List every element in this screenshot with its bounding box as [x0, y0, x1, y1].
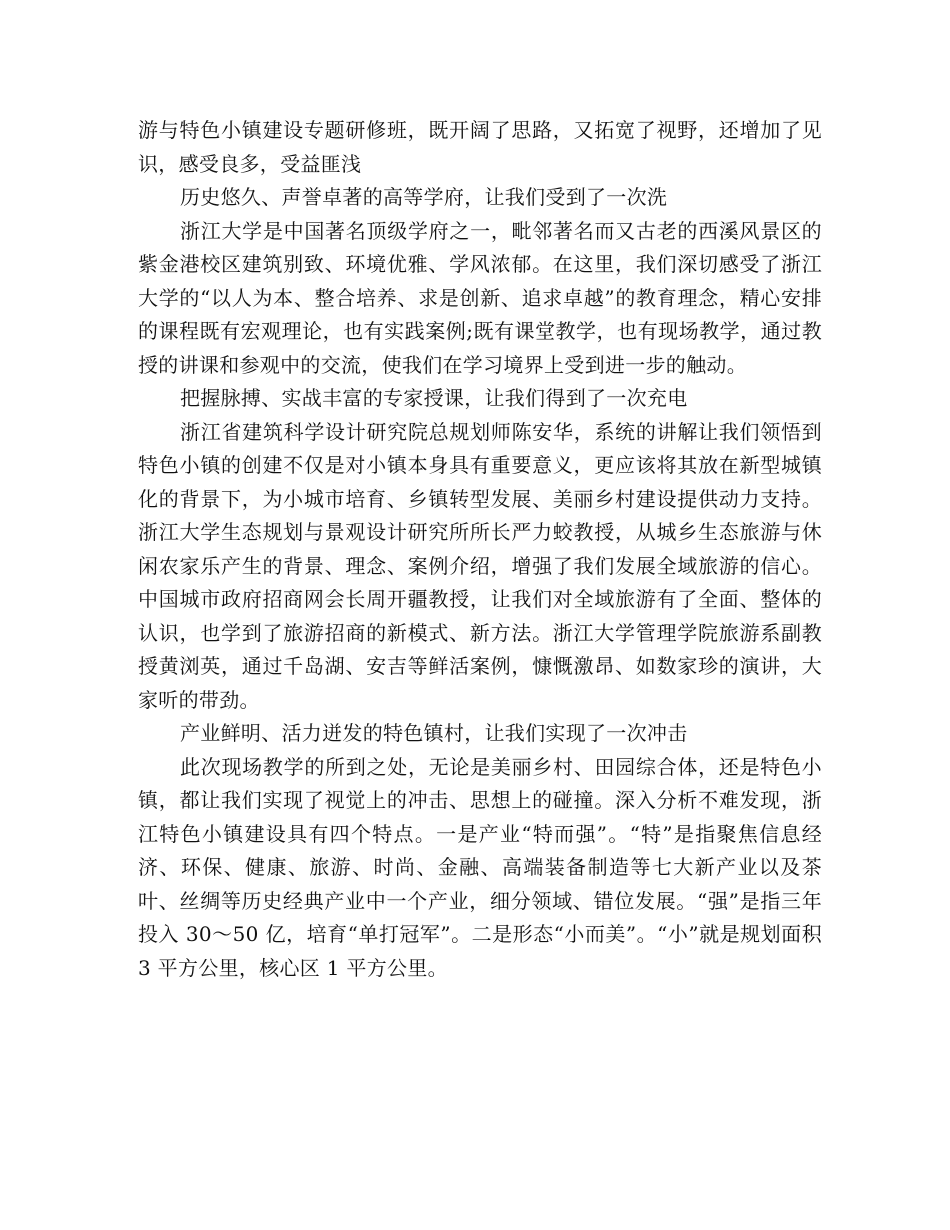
section-heading-2: 把握脉搏、实战丰富的专家授课，让我们得到了一次充电 [180, 386, 688, 410]
paragraph-3: 浙江省建筑科学设计研究院总规划师陈安华，系统的讲解让我们领悟到特色小镇的创建不仅是对小镇本身具有重要意义，更应该将其放在新型城镇化的背景下，为小城市培育、乡镇转型发展、美丽乡村建设提供动力支持。浙江大学生态规划与景观设计研究所所长严力蛟教授，从城乡生态旅游与休闲农家乐产生的背景、理念、案例介绍，增强了我们发展全域旅游的信心。中国城市政府招商网会长周开疆教授，让我们对全域旅游有了全面、整体的认识，也学到了旅游招商的新模式、新方法。浙江大学管理学院旅游系副教授黄浏英，通过千岛湖、安吉等鲜活案例，慷慨激昂、如数家珍的演讲，大家听的带劲。 [138, 419, 822, 712]
paragraph-2: 浙江大学是中国著名顶级学府之一，毗邻著名而又古老的西溪风景区的紫金港校区建筑别致、环境优雅、学风浓郁。在这里，我们深切感受了浙江大学的“以人为本、整合培养、求是创新、追求卓越”的教育理念，精心安排的课程既有宏观理论，也有实践案例;既有课堂教学，也有现场教学，通过教授的讲课和参观中的交流，使我们在学习境界上受到进一步的触动。 [138, 218, 822, 377]
section-heading-3: 产业鲜明、活力迸发的特色镇村，让我们实现了一次冲击 [180, 721, 688, 745]
paragraph-4: 此次现场教学的所到之处，无论是美丽乡村、田园综合体，还是特色小镇，都让我们实现了视觉上的冲击、思想上的碰撞。深入分析不难发现，浙江特色小镇建设具有四个特点。一是产业“特而强”。“特”是指聚焦信息经济、环保、健康、旅游、时尚、金融、高端装备制造等七大新产业以及茶叶、丝绸等历史经典产业中一个产业，细分领域、错位发展。“强”是指三年投入 30～50 亿，培育“单打冠军”。二是形态“小而美”。“小”就是规划面积 3 平方公里，核心区 1 平方公里。 [138, 754, 822, 980]
document-body [138, 114, 822, 985]
section-heading-1: 历史悠久、声誉卓著的高等学府，让我们受到了一次洗 [180, 185, 668, 209]
paragraph-1: 游与特色小镇建设专题研修班，既开阔了思路，又拓宽了视野，还增加了见识，感受良多，受益匪浅 [138, 118, 822, 176]
